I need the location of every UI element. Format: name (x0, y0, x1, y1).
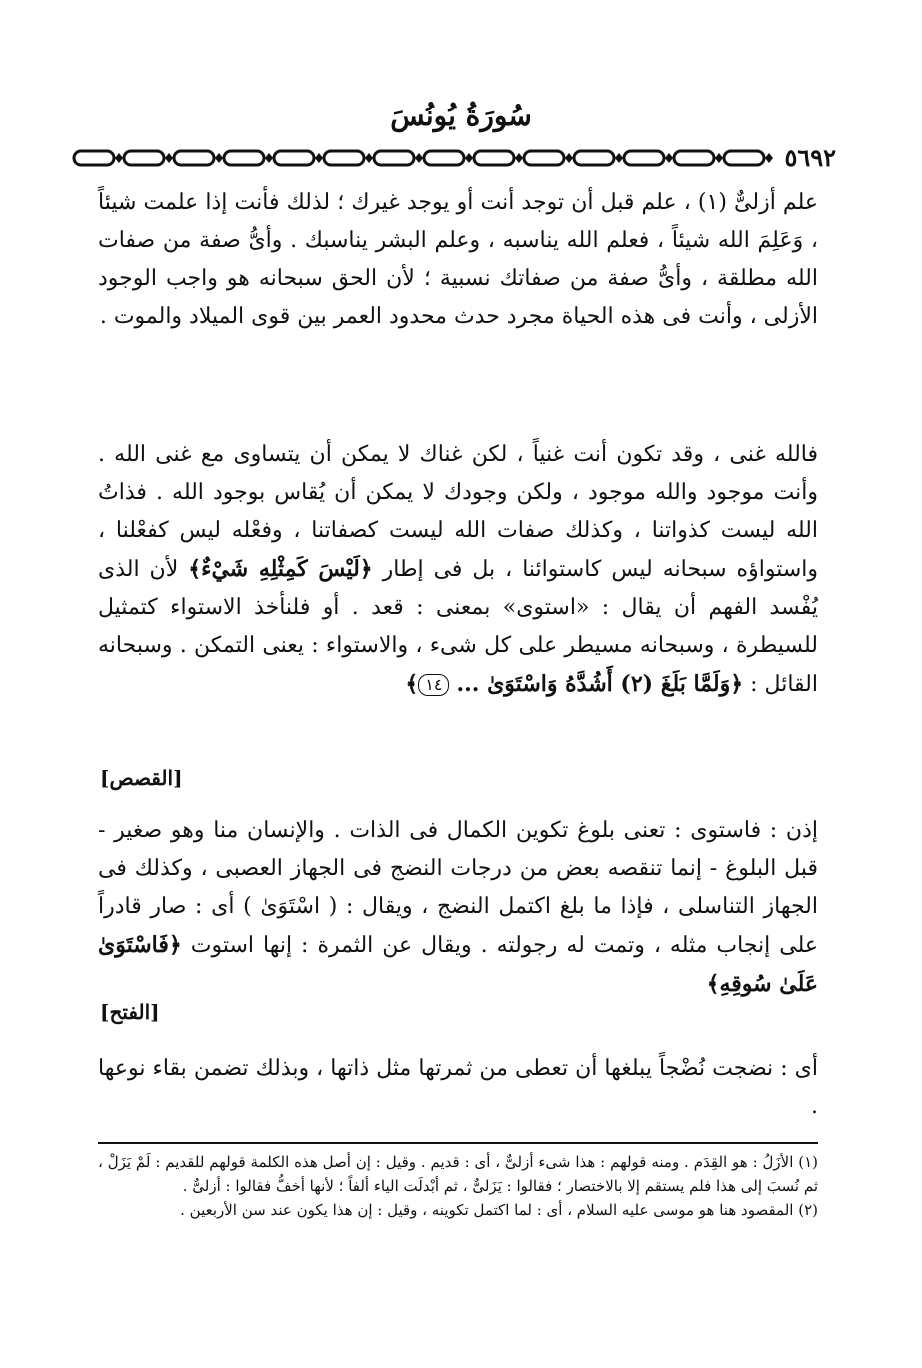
paragraph-1 (98, 184, 818, 336)
paragraph-2 (98, 436, 818, 704)
ayah-number: ١٤ (418, 674, 449, 696)
footnote-1: (١) الأزَلُ : هو القِدَم . ومنه قولهم : هذا شىء أزلىٌّ ، أى : قديم . وقيل : إن أصل هذه الكلمة قولهم للقديم : لَمْ يَزَلْ ، ثم نُسبَ إلى هذا فلم يستقم إلا بالاختصار ؛ فقالوا : يَزَلىٌّ ، ثم أبْدلَت الياء ألفاً ؛ لأنها أخفُّ فقالوا : أزلىٌّ . (98, 1153, 818, 1195)
quran-verse: ﴿فَاسْتَوَىٰ عَلَىٰ سُوقِهِ﴾ (98, 932, 818, 997)
page-header (72, 140, 842, 176)
quran-verse: ﴿لَيْسَ كَمِثْلِهِ شَيْءٌ﴾ (188, 556, 373, 582)
paragraph-text-part: لأن الذى يُفْسد الفهم أن يقال : «استوى» بمعنى : قعد . أو فلنأخذ الاستواء كتمثيل للسيطرة ، وسبحانه مسيطر على كل شىء ، والاستواء : يعنى التمكن . وسبحانه القائل : (98, 557, 818, 697)
footnote-divider (98, 1142, 818, 1144)
paragraph-text: علم أزلىٌّ (١) ، علم قبل أن توجد أنت أو يوجد غيرك ؛ لذلك فأنت إذا علمت شيئاً ، وَعَلِمَ الله شيئاً ، فعلم الله يناسبه ، وعلم البشر يناسبك . وأىُّ صفة من صفات الله مطلقة ، وأىُّ صفة من صفاتك نسبية ؛ لأن الحق سبحانه هو واجب الوجود الأزلى ، وأنت فى هذه الحياة مجرد حدث محدود العمر بين قوى الميلاد والموت . (98, 190, 818, 329)
surah-title: سُورَةُ يُونُسَ (390, 99, 532, 132)
paragraph-text (98, 812, 818, 1004)
paragraph-text (98, 436, 818, 704)
quran-verse-close: ﴾ (405, 671, 419, 697)
surah-reference: [القصص] (100, 766, 183, 790)
paragraph-text-part: إذن : فاستوى : تعنى بلوغ تكوين الكمال فى الذات . والإنسان منا وهو صغير - قبل البلوغ - إنما تنقصه بعض من درجات النضج فى الجهاز العصبى ، وكذلك فى الجهاز التناسلى ، فإذا ما بلغ اكتمل النضج ، ويقال : ( اسْتَوَىٰ ) أى : صار قادراً على إنجاب مثله ، وتمت له رجولته . ويقال عن الثمرة : إنها استوت (98, 818, 818, 958)
surah-reference: [الفتح] (100, 1000, 160, 1024)
paragraph-text-part: فالله غنى ، وقد تكون أنت غنياً ، لكن غناك لا يمكن أن يتساوى مع غنى الله . وأنت موجود والله موجود ، ولكن وجودك لا يمكن أن يُقاس بوجود الله . فذاتُ الله ليست كذواتنا ، وكذلك صفات الله ليست كصفاتنا ، وفعْله ليس كفعْلنا ، واستواؤه سبحانه ليس كاستوائنا ، بل فى إطار (98, 442, 818, 582)
chain-border-ornament (72, 146, 782, 170)
page-number: ٥٦٩٢ (780, 142, 840, 174)
footnote-2: (٢) المقصود هنا هو موسى عليه السلام ، أى : لما اكتمل تكوينه ، وقيل : إن هذا يكون عند سن الأربعين . (180, 1201, 818, 1219)
footnotes (98, 1142, 818, 1222)
paragraph-3 (98, 812, 818, 1004)
paragraph-text: أى : نضجت نُضْجاً يبلغها أن تعطى من ثمرتها مثل ذاتها ، وبذلك تضمن بقاء نوعها . (98, 1056, 818, 1119)
quran-verse: ﴿وَلَمَّا بَلَغَ (٢) أَشُدَّهُ وَاسْتَوَىٰ ... (456, 671, 744, 697)
paragraph-4 (98, 1050, 818, 1126)
